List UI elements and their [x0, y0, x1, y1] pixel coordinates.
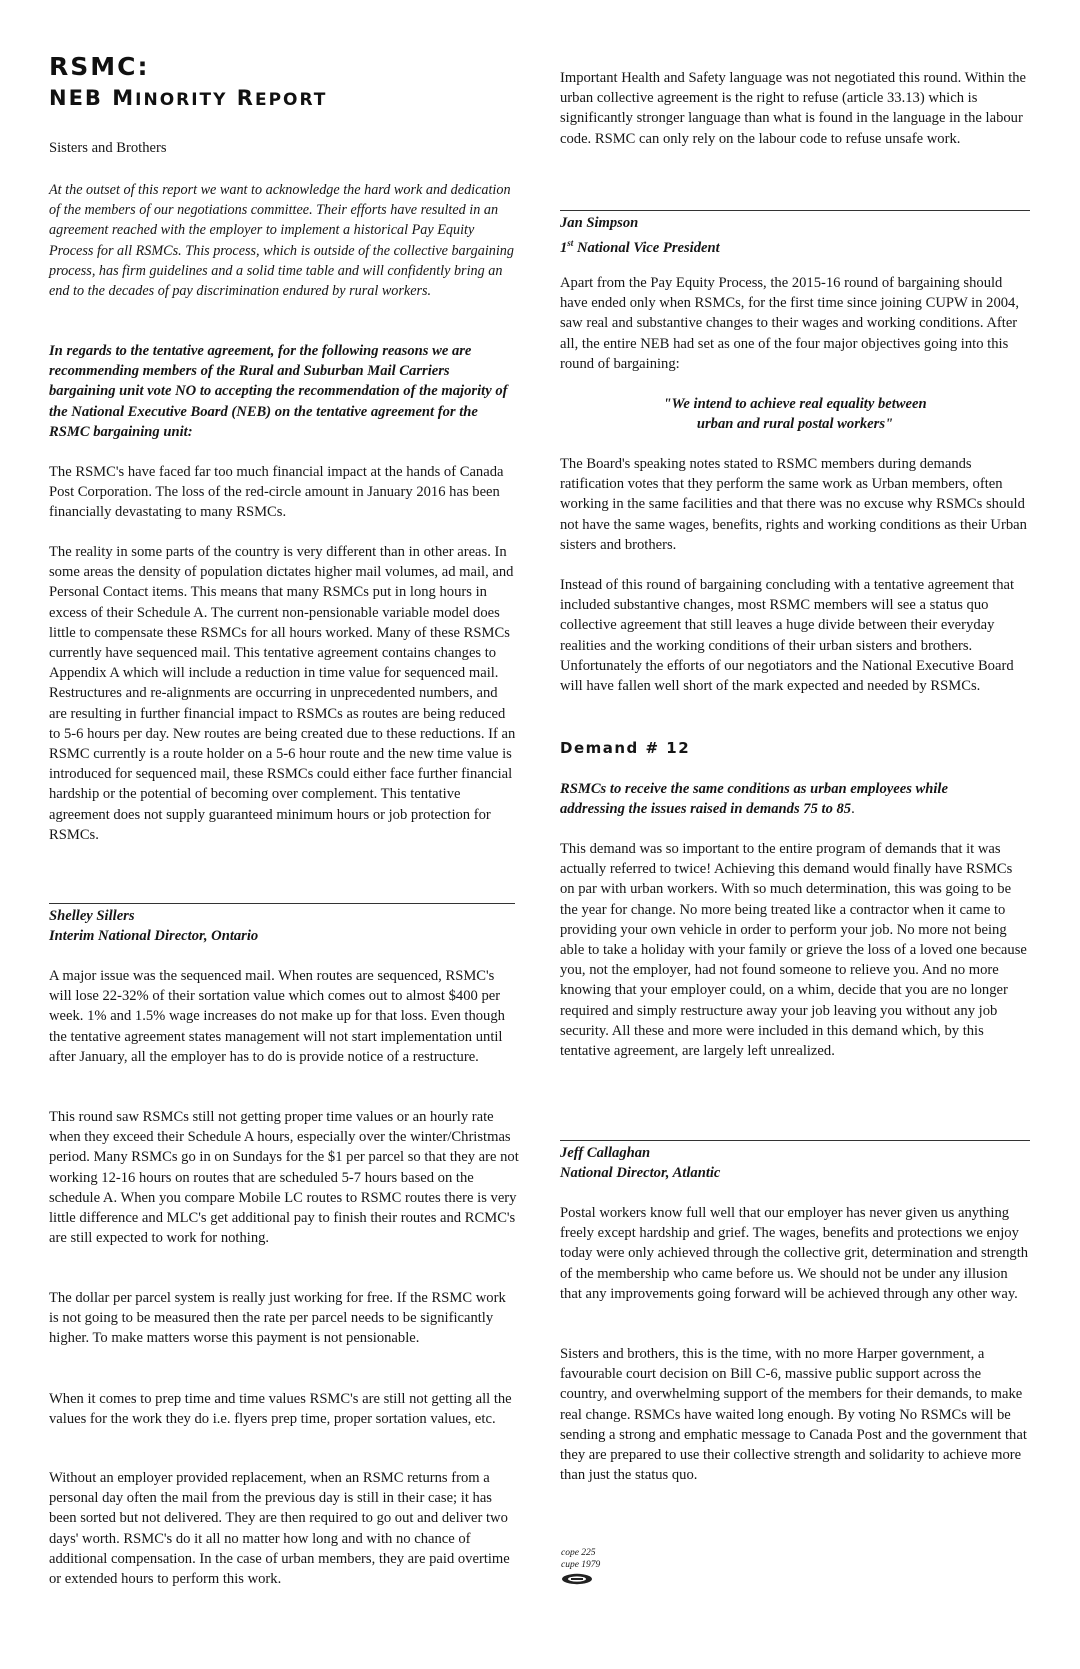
paragraph: Instead of this round of bargaining concluding with a tentative agreement that included substantive changes, most RSMC members will see a status quo collective agreement that still leaves a huge divide between their everyday realities and the working conditions of their urban sisters and brothers. Unfortunately the efforts of our negotiators and the National Executive Board will have fallen well short of the mark expected and needed by RSMCs. [560, 577, 1015, 695]
report-title [49, 52, 327, 116]
paragraph: Important Health and Safety language was not negotiated this round. Within the urban collective agreement is the right to refuse (article 33.13) which is significantly stronger language than what is found in the language in the labour code. RSMC can only rely on the labour code to refuse unsafe work. [560, 70, 1027, 147]
paragraph: The reality in some parts of the country is very different than in other areas. In some areas the density of population dictates higher mail volumes, ad mail, and Personal Contact items. This means that many RSMCs put in long hours in excess of their Schedule A. The current non-pensionable variable model does little to compensate these RSMCs for all hours worked. Many of these RSMCs currently have sequenced mail. This tentative agreement contains changes to Appendix A which will include a reduction in time value for sequenced mail. Restructures and re-alignments are occurring in unprecedented numbers, and are resulting in further financial impact to RSMCs as routes are being reduced to 5-6 hours per day. New routes are being created due to these reductions. If an RSMC currently is a route holder on a 5-6 hour route and the new time value is introduced for sequenced mail, these RSMCs could either face further financial hardship or the potential of becoming over complement. This tentative agreement does not supply guaranteed minimum hours or job protection for RSMCs. [49, 544, 516, 843]
signatory-name: Jan Simpson [560, 215, 639, 231]
signatory-name: Shelley Sillers [49, 908, 135, 924]
paragraph: Without an employer provided replacement, when an RSMC returns from a personal day often the mail from the previous day is still in their case; it has been sorted but not delivered. They are then required to go out and deliver two days' worth. RSMC's do it all no matter how long and with no chance of additional compensation. In the case of urban members, they are paid overtime or extended hours to perform this work. [49, 1470, 510, 1588]
signatory-title: National Director, Atlantic [560, 1165, 721, 1181]
title-line-2 [49, 82, 327, 116]
demand-heading: Demand # 12 [560, 739, 691, 757]
signatory-title [560, 233, 1030, 258]
signatory-title-part: st [567, 238, 574, 248]
title-line-2-part: R [227, 86, 255, 110]
section-divider [560, 1140, 1030, 1141]
title-line-2-part: EPORT [254, 90, 328, 110]
paragraph: This round saw RSMCs still not getting proper time values or an hourly rate when they exceed their Schedule A hours, especially over the winter/Christmas period. Many RSMCs go in on Sundays for the $1 per parcel so that they are not working 12-16 hours on routes that are scheduled 5-7 hours based on the schedule A. When you compare Mobile LC routes to RSMC routes there is very little difference and MLC's get additional pay to finish their routes and RCMC's are still expected to work for nothing. [49, 1109, 519, 1247]
paragraph: When it comes to prep time and time values RSMC's are still not getting all the values for the work they do i.e. flyers prep time, proper sortation values, etc. [49, 1391, 512, 1428]
quote-line-2: urban and rural postal workers" [696, 416, 894, 432]
demand-text [560, 779, 1000, 819]
section-divider [560, 210, 1030, 211]
footer-line: cope 225 [561, 1548, 596, 1558]
paragraph: Postal workers know full well that our employer has never given us anything freely except hardship and grief. The wages, benefits and protections we enjoy today were only achieved through the collective grit, determination and strength of the membership who came before us. We should not be under any illusion that any improvements going forward will be achieved through any other way. [560, 1205, 1029, 1302]
paragraph: A major issue was the sequenced mail. When routes are sequenced, RSMC's will lose 22-32% of their sortation value which comes out to almost $400 per week. 1% and 1.5% wage increases do not make up for that loss. Even though the tentative agreement states management will not start implementation until after January, all the employer has to do is provide notice of a restructure. [49, 968, 505, 1065]
demand-text-part: . [851, 801, 855, 818]
recommendation-paragraph: In regards to the tentative agreement, for the following reasons we are recommending members of the Rural and Suburban Mail Carriers bargaining unit vote NO to accepting the recommendation of the majority of the National Executive Board (NEB) on the tentative agreement for the RSMC bargaining unit: [49, 343, 508, 440]
signatory-title-part: National Vice President [573, 239, 720, 256]
title-line-2-part: INORITY [135, 90, 228, 110]
paragraph: This demand was so important to the entire program of demands that it was actually referred to twice! Achieving this demand would finally have RSMCs on par with urban workers. With so much determination, this was going to be the year for change. No more being treated like a contractor when it came to providing your own vehicle in order to perform your job. No more not being able to take a holiday with your family or grieve the loss of a loved one because you, not the employer, had not found someone to relieve you. And no more knowing that your employer could, on a whim, decide that you are no longer required and simply restructure away your job leaving you without any job security. All these and more were included in this demand which, by this tentative agreement, are largely left unrealized. [560, 841, 1027, 1060]
paragraph: The Board's speaking notes stated to RSMC members during demands ratification votes that they perform the same work as Urban members, often working in the same facilities and that there was no excuse why RSMCs should not have the same wages, benefits, rights and working conditions as their Urban sisters and brothers. [560, 456, 1027, 553]
signatory-name: Jeff Callaghan [560, 1145, 651, 1161]
salutation: Sisters and Brothers [49, 140, 167, 156]
union-bug-icon [561, 1573, 593, 1585]
intro-paragraph: At the outset of this report we want to acknowledge the hard work and dedication of the members of our negotiations committee. Their efforts have resulted in an agreement reached with the employer to implement a historical Pay Equity Process for all RSMCs. This process, which is outside of the collective bargaining process, has firm guidelines and a solid time table and will confidently bring an end to the decades of pay discrimination endured by rural workers. [49, 182, 514, 300]
paragraph: The dollar per parcel system is really just working for free. If the RSMC work is not going to be measured then the rate per parcel needs to be significantly higher. To make matters worse this payment is not pensionable. [49, 1290, 506, 1347]
paragraph: The RSMC's have faced far too much financial impact at the hands of Canada Post Corporation. The loss of the red-circle amount in January 2016 has been financially devastating to many RSMCs. [49, 464, 504, 521]
union-label-text [561, 1547, 600, 1571]
footer-line: cupe 1979 [561, 1560, 601, 1570]
paragraph: Sisters and brothers, this is the time, with no more Harper government, a favourable court decision on Bill C-6, massive public support across the country, and overwhelming support of the members for their demands, to make real change. RSMCs have waited long enough. By voting No RSMCs will be sending a strong and emphatic message to Canada Post and the government that they are prepared to use their collective strength and solidarity to achieve more than just the status quo. [560, 1346, 1027, 1484]
title-line-2-part: NEB M [49, 86, 136, 110]
paragraph: Apart from the Pay Equity Process, the 2015-16 round of bargaining should have ended only when RSMCs, for the first time since joining CUPW in 2004, saw real and substantive changes to their wages and working conditions. After all, the entire NEB had set as one of the four major objectives going into this round of bargaining: [560, 275, 1019, 372]
signatory-title: Interim National Director, Ontario [49, 928, 259, 944]
section-divider [49, 903, 515, 904]
signatory-title-part: 1 [560, 239, 568, 256]
title-line-1: RSMC: [49, 52, 150, 81]
demand-text-part: RSMCs to receive the same conditions as urban employees while addressing the issues raised in demands 75 to 85 [560, 781, 948, 818]
quote-line-1: "We intend to achieve real equality between [663, 396, 927, 412]
